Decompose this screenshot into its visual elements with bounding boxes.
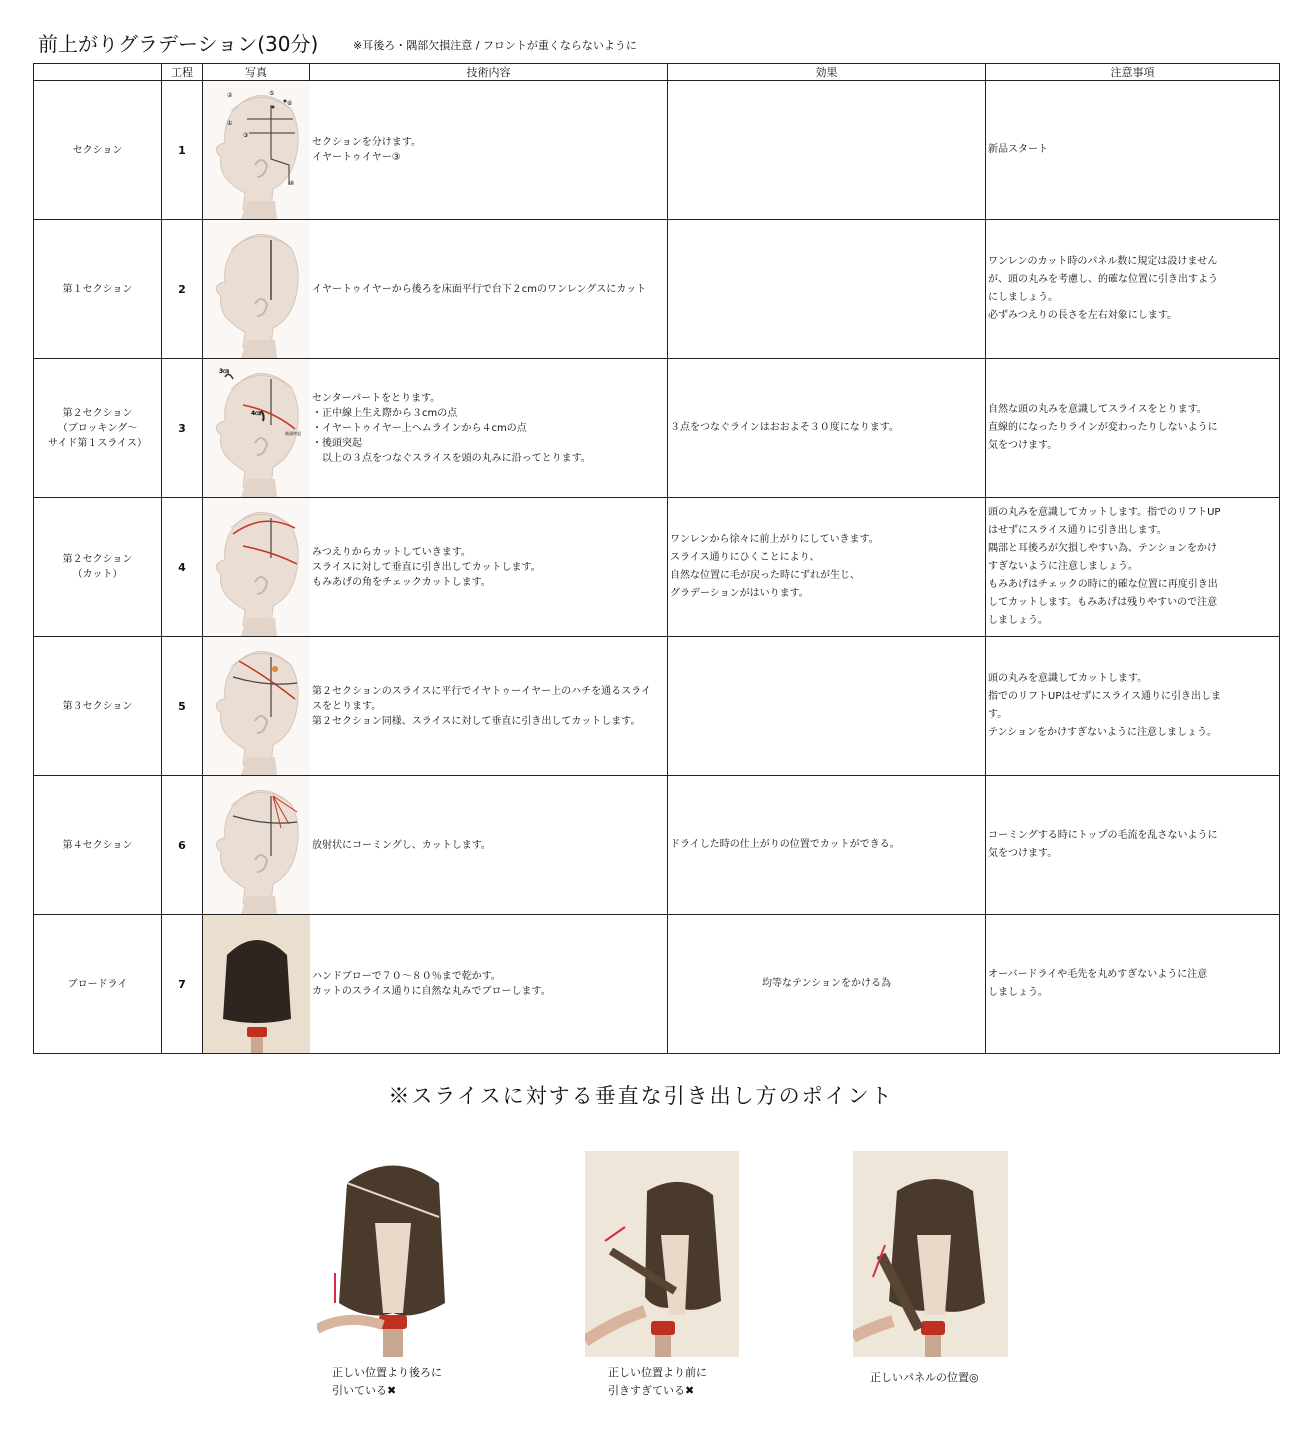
notes-cell bbox=[986, 637, 1280, 776]
head-diagram bbox=[203, 498, 310, 636]
tech-line: カットのスライス通りに自然な丸みでブローします。 bbox=[312, 986, 551, 997]
header-effect: 効果 bbox=[668, 64, 986, 81]
caption-line: 正しい位置より後ろに bbox=[332, 1366, 442, 1379]
effect-cell bbox=[668, 220, 986, 359]
head-diagram bbox=[203, 776, 310, 914]
technique-cell bbox=[310, 915, 668, 1054]
diagram-label: 4㎝ bbox=[251, 410, 262, 417]
note-line: 新品スタート bbox=[988, 144, 1048, 155]
tech-line: もみあげの角をチェックカットします。 bbox=[312, 576, 491, 588]
page-title: 前上がりグラデーション(30分) bbox=[38, 32, 319, 56]
tech-line: ・後頭突起 bbox=[312, 437, 362, 449]
effect-line: ドライした時の仕上がりの位置でカットができる。 bbox=[670, 839, 900, 850]
section-cell bbox=[34, 359, 162, 498]
effect-cell bbox=[668, 359, 986, 498]
header-blank bbox=[34, 64, 162, 81]
technique-cell bbox=[310, 220, 668, 359]
tech-line: センターパートをとります。 bbox=[312, 392, 441, 404]
note-line: しましょう。 bbox=[988, 615, 1048, 626]
diagram-label: ④ bbox=[289, 180, 295, 187]
section-cell bbox=[34, 498, 162, 637]
note-line: ワンレンのカット時のパネル数に規定は設けません bbox=[988, 256, 1218, 267]
step-number: 5 bbox=[178, 699, 186, 713]
bottom-title: ※スライスに対する垂直な引き出し方のポイント bbox=[388, 1084, 894, 1108]
note-line: オーバードライや毛先を丸めすぎないように注意 bbox=[988, 969, 1208, 980]
tech-line: イヤートゥイヤーから後ろを床面平行で台下２cmのワンレングスにカット bbox=[312, 283, 647, 295]
step-cell bbox=[162, 915, 203, 1054]
effect-cell bbox=[668, 81, 986, 220]
step-number: 2 bbox=[178, 282, 186, 296]
effect-line: 均等なテンションをかける為 bbox=[761, 978, 892, 989]
step-cell bbox=[162, 359, 203, 498]
effect-line: 自然な位置に毛が戻った時にずれが生じ、 bbox=[670, 570, 860, 581]
step-cell bbox=[162, 776, 203, 915]
header-technique: 技術内容 bbox=[310, 64, 668, 81]
note-line: 頭の丸みを意識してカットします。 bbox=[988, 673, 1148, 684]
note-line: もみあげはチェックの時に的確な位置に再度引き出 bbox=[988, 579, 1218, 590]
step-number: 4 bbox=[178, 560, 186, 574]
table-row bbox=[34, 359, 1280, 498]
effect-cell bbox=[668, 498, 986, 637]
photo-cell bbox=[203, 776, 310, 915]
step-cell bbox=[162, 498, 203, 637]
diagram-label: ⑤ bbox=[269, 90, 275, 97]
caption-line: 引きすぎている✖ bbox=[608, 1384, 695, 1397]
header-photo: 写真 bbox=[203, 64, 310, 81]
section-line: （カット） bbox=[72, 569, 123, 580]
header-step: 工程 bbox=[162, 64, 203, 81]
tech-line: スをとります。 bbox=[312, 700, 382, 712]
head-diagram bbox=[203, 359, 310, 497]
table-row bbox=[34, 915, 1280, 1054]
section-line: 第１セクション bbox=[62, 283, 133, 295]
note-line: す。 bbox=[988, 709, 1008, 720]
note-line: 頭の丸みを意識してカットします。指でのリフトUP bbox=[988, 507, 1221, 518]
table-row bbox=[34, 81, 1280, 220]
diagram-label: 3㎝ bbox=[219, 368, 230, 375]
photo-cell bbox=[203, 637, 310, 776]
section-line: 第４セクション bbox=[62, 839, 133, 851]
section-line: （ブロッキング～ bbox=[57, 422, 138, 434]
step-cell bbox=[162, 220, 203, 359]
note-line: 指でのリフトUPはせずにスライス通りに引き出しま bbox=[988, 691, 1221, 702]
page-subtitle: ※耳後ろ・隅部欠損注意 / フロントが重くならないように bbox=[353, 39, 637, 52]
step-cell bbox=[162, 637, 203, 776]
table-row bbox=[34, 776, 1280, 915]
section-cell bbox=[34, 220, 162, 359]
section-cell bbox=[34, 776, 162, 915]
technique-cell bbox=[310, 637, 668, 776]
caption-line: 正しい位置より前に bbox=[608, 1366, 707, 1379]
photo-wrong-back bbox=[317, 1153, 469, 1357]
effect-cell bbox=[668, 637, 986, 776]
tech-line: 以上の３点をつなぐスライスを頭の丸みに沿ってとります。 bbox=[312, 452, 591, 464]
diagram-label: ③ bbox=[243, 132, 249, 139]
note-line: 気をつけます。 bbox=[988, 848, 1058, 859]
diagram-label: ⑥ bbox=[287, 100, 293, 107]
section-line: セクション bbox=[72, 144, 123, 156]
note-line: にしましょう。 bbox=[988, 292, 1058, 303]
technique-cell bbox=[310, 498, 668, 637]
diagram-label: 後頭突起 bbox=[285, 431, 301, 436]
head-diagram bbox=[203, 220, 310, 358]
effect-line: スライス通りにひくことにより、 bbox=[670, 552, 820, 563]
tech-line: セクションを分けます。 bbox=[312, 137, 421, 148]
technique-cell bbox=[310, 359, 668, 498]
section-line: 第３セクション bbox=[62, 700, 133, 712]
photo-wrong-front bbox=[585, 1151, 739, 1357]
effect-line: グラデーションがはいります。 bbox=[670, 588, 809, 599]
notes-cell bbox=[986, 915, 1280, 1054]
caption-line: 引いている✖ bbox=[332, 1384, 397, 1397]
notes-cell bbox=[986, 220, 1280, 359]
section-line: ブロードライ bbox=[67, 978, 128, 990]
photo-correct bbox=[853, 1151, 1008, 1357]
table-row bbox=[34, 637, 1280, 776]
section-cell bbox=[34, 915, 162, 1054]
step-number: 7 bbox=[178, 977, 186, 991]
tech-line: 第２セクションのスライスに平行でイヤトゥーイヤー上のハチを通るスライ bbox=[312, 685, 651, 697]
photo-cell bbox=[203, 915, 310, 1054]
step-cell bbox=[162, 81, 203, 220]
notes-cell bbox=[986, 359, 1280, 498]
technique-cell bbox=[310, 81, 668, 220]
effect-cell bbox=[668, 915, 986, 1054]
note-line: テンションをかけすぎないように注意しましょう。 bbox=[988, 727, 1218, 738]
step-number: 3 bbox=[178, 421, 186, 435]
effect-line: ワンレンから徐々に前上がりにしていきます。 bbox=[670, 534, 879, 545]
tech-line: イヤートゥイヤー③ bbox=[312, 152, 401, 163]
section-cell bbox=[34, 637, 162, 776]
section-line: サイド第１スライス） bbox=[48, 437, 147, 449]
tech-line: スライスに対して垂直に引き出してカットします。 bbox=[312, 561, 541, 573]
procedure-table bbox=[33, 63, 1280, 1054]
notes-cell bbox=[986, 81, 1280, 220]
note-line: はせずにスライス通りに引き出します。 bbox=[988, 525, 1167, 536]
caption-wrong-back bbox=[332, 1364, 442, 1400]
notes-cell bbox=[986, 776, 1280, 915]
effect-line: ３点をつなぐラインはおおよそ３０度になります。 bbox=[670, 422, 899, 433]
table-header-row bbox=[34, 64, 1280, 81]
caption-wrong-front bbox=[608, 1364, 707, 1400]
note-line: しましょう。 bbox=[988, 987, 1048, 998]
photo-cell bbox=[203, 220, 310, 359]
bob-photo bbox=[203, 915, 310, 1053]
photo-cell bbox=[203, 498, 310, 637]
step-number: 1 bbox=[178, 143, 186, 157]
note-line: 自然な頭の丸みを意識してスライスをとります。 bbox=[988, 404, 1207, 415]
note-line: 直線的になったりラインが変わったりしないように bbox=[988, 422, 1218, 433]
tech-line: ハンドブローで７０～８０％まで乾かす。 bbox=[312, 971, 501, 982]
note-line: 隅部と耳後ろが欠損しやすい為、テンションをかけ bbox=[988, 543, 1218, 554]
tech-line: 第２セクション同様、スライスに対して垂直に引き出してカットします。 bbox=[312, 715, 641, 727]
section-cell bbox=[34, 81, 162, 220]
photo-cell bbox=[203, 359, 310, 498]
tech-line: 放射状にコーミングし、カットします。 bbox=[312, 839, 491, 851]
note-line: 必ずみつえりの長さを左右対象にします。 bbox=[988, 310, 1177, 321]
step-number: 6 bbox=[178, 838, 186, 852]
note-line: 気をつけます。 bbox=[988, 440, 1058, 451]
caption-line: 正しいパネルの位置◎ bbox=[870, 1371, 979, 1384]
tech-line: みつえりからカットしていきます。 bbox=[312, 546, 471, 558]
section-line: 第２セクション bbox=[62, 554, 133, 565]
technique-cell bbox=[310, 776, 668, 915]
head-diagram bbox=[203, 637, 310, 775]
tech-line: ・イヤートゥイヤー上ヘムラインから４cmの点 bbox=[312, 422, 527, 434]
section-line: 第２セクション bbox=[62, 407, 133, 419]
note-line: が、頭の丸みを考慮し、的確な位置に引き出すよう bbox=[988, 274, 1218, 285]
note-line: すぎないように注意しましょう。 bbox=[988, 561, 1138, 572]
effect-cell bbox=[668, 776, 986, 915]
note-line: コーミングする時にトップの毛流を乱さないように bbox=[988, 830, 1218, 841]
head-diagram bbox=[203, 81, 310, 219]
diagram-label: ② bbox=[227, 92, 233, 99]
header-notes: 注意事項 bbox=[986, 64, 1280, 81]
tech-line: ・正中線上生え際から３cmの点 bbox=[312, 407, 458, 419]
notes-cell bbox=[986, 498, 1280, 637]
note-line: してカットします。もみあげは残りやすいので注意 bbox=[988, 597, 1218, 608]
diagram-label: ① bbox=[227, 120, 233, 127]
photo-cell bbox=[203, 81, 310, 220]
caption-correct bbox=[870, 1369, 979, 1387]
table-row bbox=[34, 498, 1280, 637]
table-row bbox=[34, 220, 1280, 359]
